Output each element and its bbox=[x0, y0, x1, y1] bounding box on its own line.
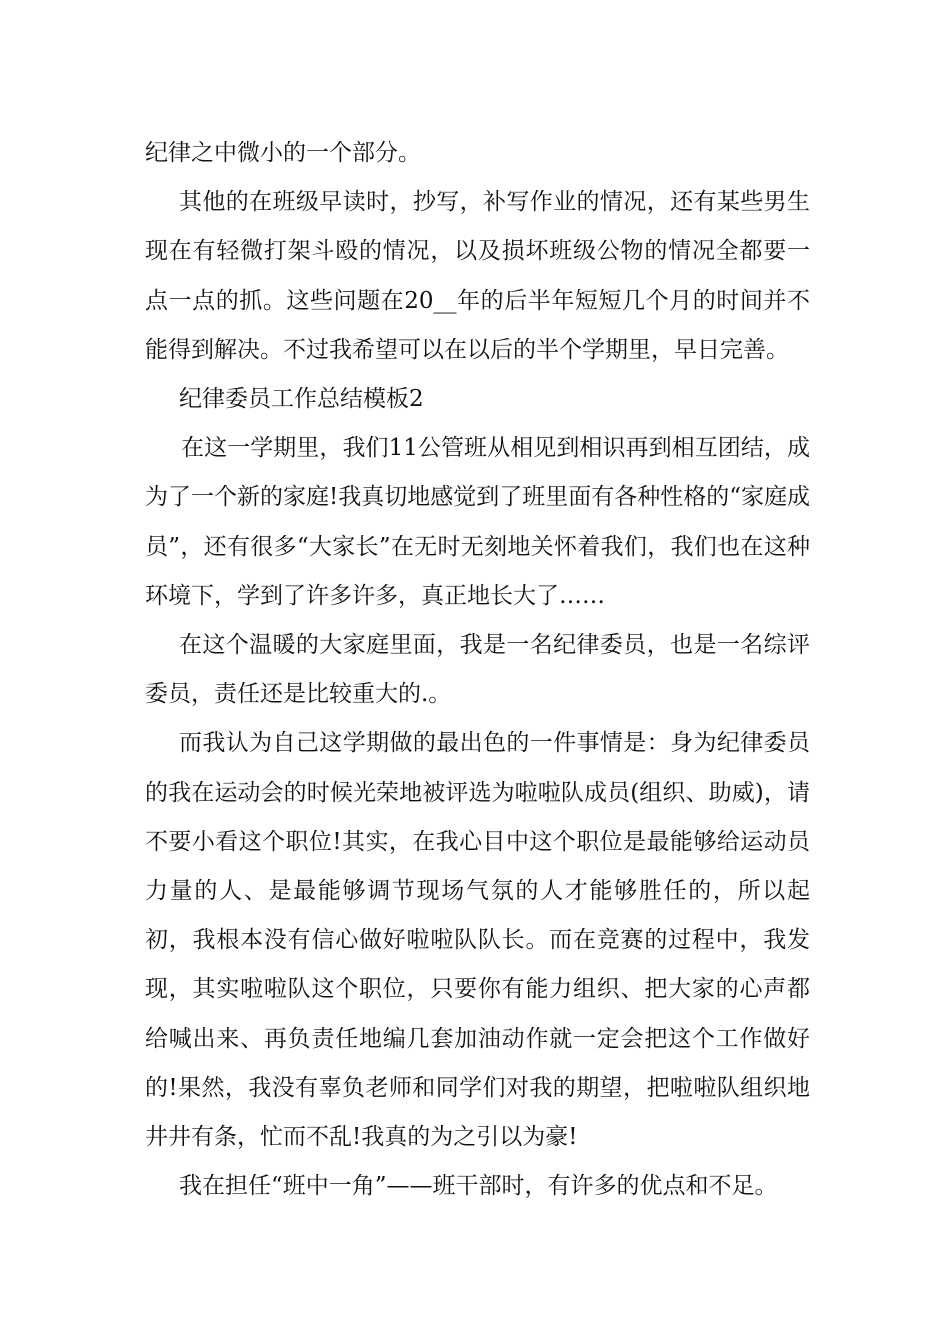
paragraph-class-issues: 其他的在班级早读时，抄写，补写作业的情况，还有某些男生现在有轻微打架斗殴的情况，以及损坏班级公物的情况全都要一点一点的抓。这些问题在20__年的后半年短短几个月的时间并不能得到解决。不过我希望可以在以后的半个学期里，早日完善。 bbox=[145, 189, 810, 363]
paragraph-new-family: 在这一学期里，我们11公管班从相见到相识再到相互团结，成为了一个新的家庭!我真切地感觉到了班里面有各种性格的“家庭成员”，还有很多“大家长”在无时无刻地关怀着我们，我们也在这种环境下，学到了许多许多，真正地长大了…… bbox=[145, 435, 811, 609]
paragraph-continuation: 纪律之中微小的一个部分。 bbox=[145, 140, 421, 166]
paragraph-strengths-weaknesses: 我在担任“班中一角”——班干部时，有许多的优点和不足。 bbox=[179, 1173, 778, 1200]
document-body bbox=[145, 129, 810, 1211]
section-heading: 纪律委员工作总结模板2 bbox=[179, 386, 424, 413]
paragraph-cheerleading: 而我认为自己这学期做的最出色的一件事情是：身为纪律委员的我在运动会的时候光荣地被评选为啦啦队成员(组织、助威)，请不要小看这个职位!其实，在我心目中这个职位是最能够给运动员力量的人、是最能够调节现场气氛的人才能够胜任的，所以起初，我根本没有信心做好啦啦队队长。而在竞赛的过程中，我发现，其实啦啦队这个职位，只要你有能力组织、把大家的心声都给喊出来、再负责任地编几套加油动作就一定会把这个工作做好的!果然，我没有辜负老师和同学们对我的期望，把啦啦队组织地井井有条，忙而不乱!我真的为之引以为豪! bbox=[145, 730, 810, 1151]
paragraph-role: 在这个温暖的大家庭里面，我是一名纪律委员，也是一名综评委员，责任还是比较重大的.。 bbox=[145, 632, 810, 708]
